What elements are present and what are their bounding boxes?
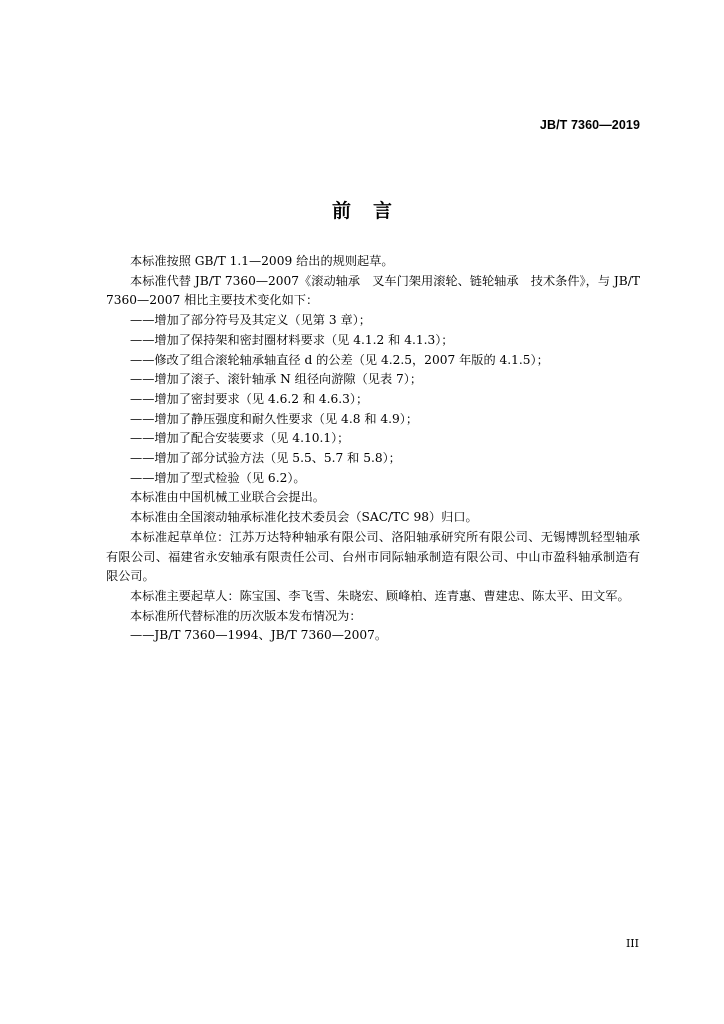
change-item: ——增加了部分符号及其定义（见第 3 章）； bbox=[130, 313, 371, 328]
change-item: ——增加了保持架和密封圈材料要求（见 4.1.2 和 4.1.3）； bbox=[130, 332, 454, 347]
change-item: ——增加了部分试验方法（见 5.5、5.7 和 5.8）； bbox=[130, 451, 401, 466]
change-item: ——增加了配合安装要求（见 4.10.1）； bbox=[130, 431, 350, 446]
change-item: ——增加了密封要求（见 4.6.2 和 4.6.3）； bbox=[130, 391, 369, 406]
change-item: ——增加了静压强度和耐久性要求（见 4.8 和 4.9）； bbox=[130, 411, 419, 426]
paragraph-replacement: 本标准代替 JB/T 7360—2007《滚动轴承 叉车门架用滚轮、链轮轴承 技术条件》，与 JB/T 7360—2007 相比主要技术变化如下： bbox=[106, 273, 640, 308]
paragraph-history-list: ——JB/T 7360—1994、JB/T 7360—2007。 bbox=[130, 628, 388, 643]
standard-number: JB/T 7360—2019 bbox=[539, 118, 640, 132]
change-item: ——增加了型式检验（见 6.2）。 bbox=[130, 470, 306, 485]
paragraph-proposer: 本标准由中国机械工业联合会提出。 bbox=[130, 490, 325, 505]
paragraph-drafting-units: 本标准起草单位：江苏万达特种轴承有限公司、洛阳轴承研究所有限公司、无锡博凯轻型轴承有限公司、福建省永安轴承有限责任公司、台州市同际轴承制造有限公司、中山市盈科轴承制造有限公司。 bbox=[106, 529, 640, 584]
paragraph-history-intro: 本标准所代替标准的历次版本发布情况为： bbox=[130, 608, 362, 623]
change-item: ——增加了滚子、滚针轴承 N 组径向游隙（见表 7）； bbox=[130, 372, 423, 387]
change-item: ——修改了组合滚轮轴承轴直径 d 的公差（见 4.2.5，2007 年版的 4.1.5）； bbox=[130, 352, 549, 367]
paragraph-committee: 本标准由全国滚动轴承标准化技术委员会（SAC/TC 98）归口。 bbox=[130, 510, 478, 525]
paragraph-drafting-rules: 本标准按照 GB/T 1.1—2009 给出的规则起草。 bbox=[130, 254, 394, 268]
page-title: 前言 bbox=[331, 200, 414, 222]
paragraph-drafters: 本标准主要起草人：陈宝国、李飞雪、朱晓宏、顾峰柏、连青惠、曹建忠、陈太平、田文军。 bbox=[130, 588, 630, 603]
page-number: III bbox=[625, 937, 639, 950]
foreword-body bbox=[106, 252, 640, 646]
